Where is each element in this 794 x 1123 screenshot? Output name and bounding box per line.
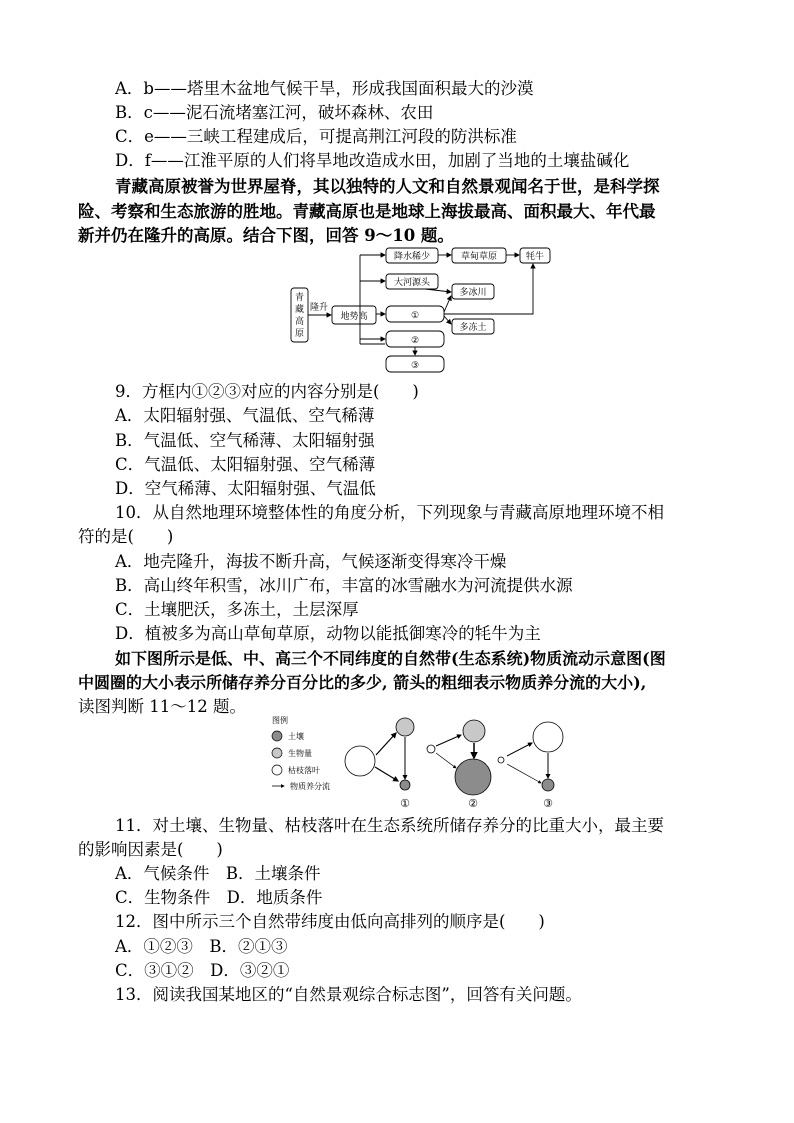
g1-biomass (396, 718, 414, 736)
g3-small-litter (498, 757, 504, 763)
q8-option-c: C．e——三峡工程建成后，可提高荆江河段的防洪标准 (115, 127, 517, 146)
g2-biomass (463, 720, 485, 742)
legend-title: 图例 (272, 716, 288, 725)
q11-options-ab: A．气候条件 B．土壤条件 (115, 864, 321, 883)
diagram1-glacier: 多冰川 (459, 288, 487, 298)
diagram1-river: 大河源头 (393, 278, 431, 288)
legend-litter-swatch (272, 765, 282, 775)
intro2-line3: 读图判断 11～12 题。 (78, 697, 246, 716)
diagram1-center: 地势高 (340, 312, 368, 322)
diagram1-top-1: 降水稀少 (393, 252, 431, 262)
diagram1-circle-2: ② (410, 336, 420, 346)
diagram1-top-2: 草甸草原 (460, 252, 498, 262)
q9-option-d: D．空气稀薄、太阳辐射强、气温低 (115, 479, 376, 498)
q12-options-ab: A．①②③ B．②①③ (115, 937, 288, 956)
q10-option-d: D．植被多为高山草甸草原，动物以能抵御寒冷的牦牛为主 (115, 624, 541, 643)
legend-litter: 枯枝落叶 (288, 766, 320, 775)
q11-stem-line2: 的影响因素是( ) (78, 840, 223, 859)
g2-soil (455, 759, 491, 795)
intro2-line2: 中圆圈的大小表示所储存养分百分比的多少, 箭头的粗细表示物质养分流的大小), (78, 673, 647, 692)
q9-stem: 9．方框内①②③对应的内容分别是( ) (115, 382, 419, 401)
q13-stem: 13．阅读我国某地区的“自然景观综合标志图”，回答有关问题。 (115, 985, 582, 1004)
legend-soil-swatch (272, 731, 282, 741)
q9-option-c: C．气温低、太阳辐射强、空气稀薄 (115, 455, 376, 474)
q9-option-a: A．太阳辐射强、气温低、空气稀薄 (115, 406, 375, 425)
intro2-line1: 如下图所示是低、中、高三个不同纬度的自然带(生态系统)物质流动示意图(图 (115, 649, 666, 668)
g1-soil (400, 780, 410, 790)
q10-option-b: B．高山终年积雪，冰川广布，丰富的冰雪融水为河流提供水源 (115, 576, 573, 595)
q12-stem: 12．图中所示三个自然带纬度由低向高排列的顺序是( ) (115, 912, 545, 931)
q10-stem-line2: 符的是( ) (78, 527, 174, 546)
g1-litter (345, 746, 375, 776)
q12-options-cd: C．③①② D．③②① (115, 961, 290, 980)
diagram1-source-char2: 藏 (294, 305, 305, 315)
diagram1-source-char3: 高 (294, 317, 305, 327)
diagram1-permafrost: 多冻土 (459, 323, 487, 333)
q11-stem-line1: 11．对土壤、生物量、枯枝落叶在生态系统所储存养分的比重大小，最主要 (115, 816, 664, 835)
q8-option-a: A．b——塔里木盆地气候干旱，形成我国面积最大的沙漠 (115, 79, 534, 98)
g2-litter (427, 745, 435, 753)
q10-option-c: C．土壤肥沃，多冻土，土层深厚 (115, 600, 359, 619)
legend-biomass-swatch (272, 748, 282, 758)
q8-option-b: B．c——泥石流堵塞江河，破坏森林、农田 (115, 103, 434, 122)
g3-litter (533, 722, 563, 752)
diagram1-circle-1: ① (410, 311, 420, 321)
q11-options-cd: C．生物条件 D．地质条件 (115, 888, 323, 907)
plateau-flow-diagram (285, 244, 560, 379)
diagram1-circle-3: ③ (410, 361, 420, 371)
diagram2-label-1: ① (400, 797, 410, 810)
legend-flow: 物质养分流 (290, 782, 330, 791)
g3-soil (542, 779, 554, 791)
legend-biomass: 生物量 (288, 749, 312, 758)
intro1-line3: 新并仍在隆升的高原。结合下图，回答 9～10 题。 (78, 226, 454, 245)
q10-option-a: A．地壳隆升，海拔不断升高，气候逐渐变得寒冷干燥 (115, 552, 507, 571)
diagram1-source-char4: 原 (294, 329, 305, 339)
diagram2-label-3: ③ (543, 797, 553, 810)
q9-option-b: B．气温低、空气稀薄、太阳辐射强 (115, 431, 375, 450)
intro1-line1: 青藏高原被誉为世界屋脊，其以独特的人文和自然景观闻名于世，是科学探 (115, 177, 660, 196)
diagram1-top-3: 牦牛 (525, 252, 545, 262)
diagram2-label-2: ② (468, 797, 478, 810)
q8-option-d: D．f——江淮平原的人们将旱地改造成水田，加剧了当地的土壤盐碱化 (115, 151, 630, 170)
diagram1-arrow-label: 隆升 (309, 303, 329, 313)
intro1-line2: 险、考察和生态旅游的胜地。青藏高原也是地球上海拔最高、面积最大、年代最 (78, 202, 656, 221)
legend-soil: 土壤 (288, 732, 304, 741)
diagram1-source-char1: 青 (294, 293, 305, 303)
nutrient-cycle-diagram (268, 713, 578, 813)
q10-stem-line1: 10．从自然地理环境整体性的角度分析，下列现象与青藏高原地理环境不相 (115, 503, 664, 522)
